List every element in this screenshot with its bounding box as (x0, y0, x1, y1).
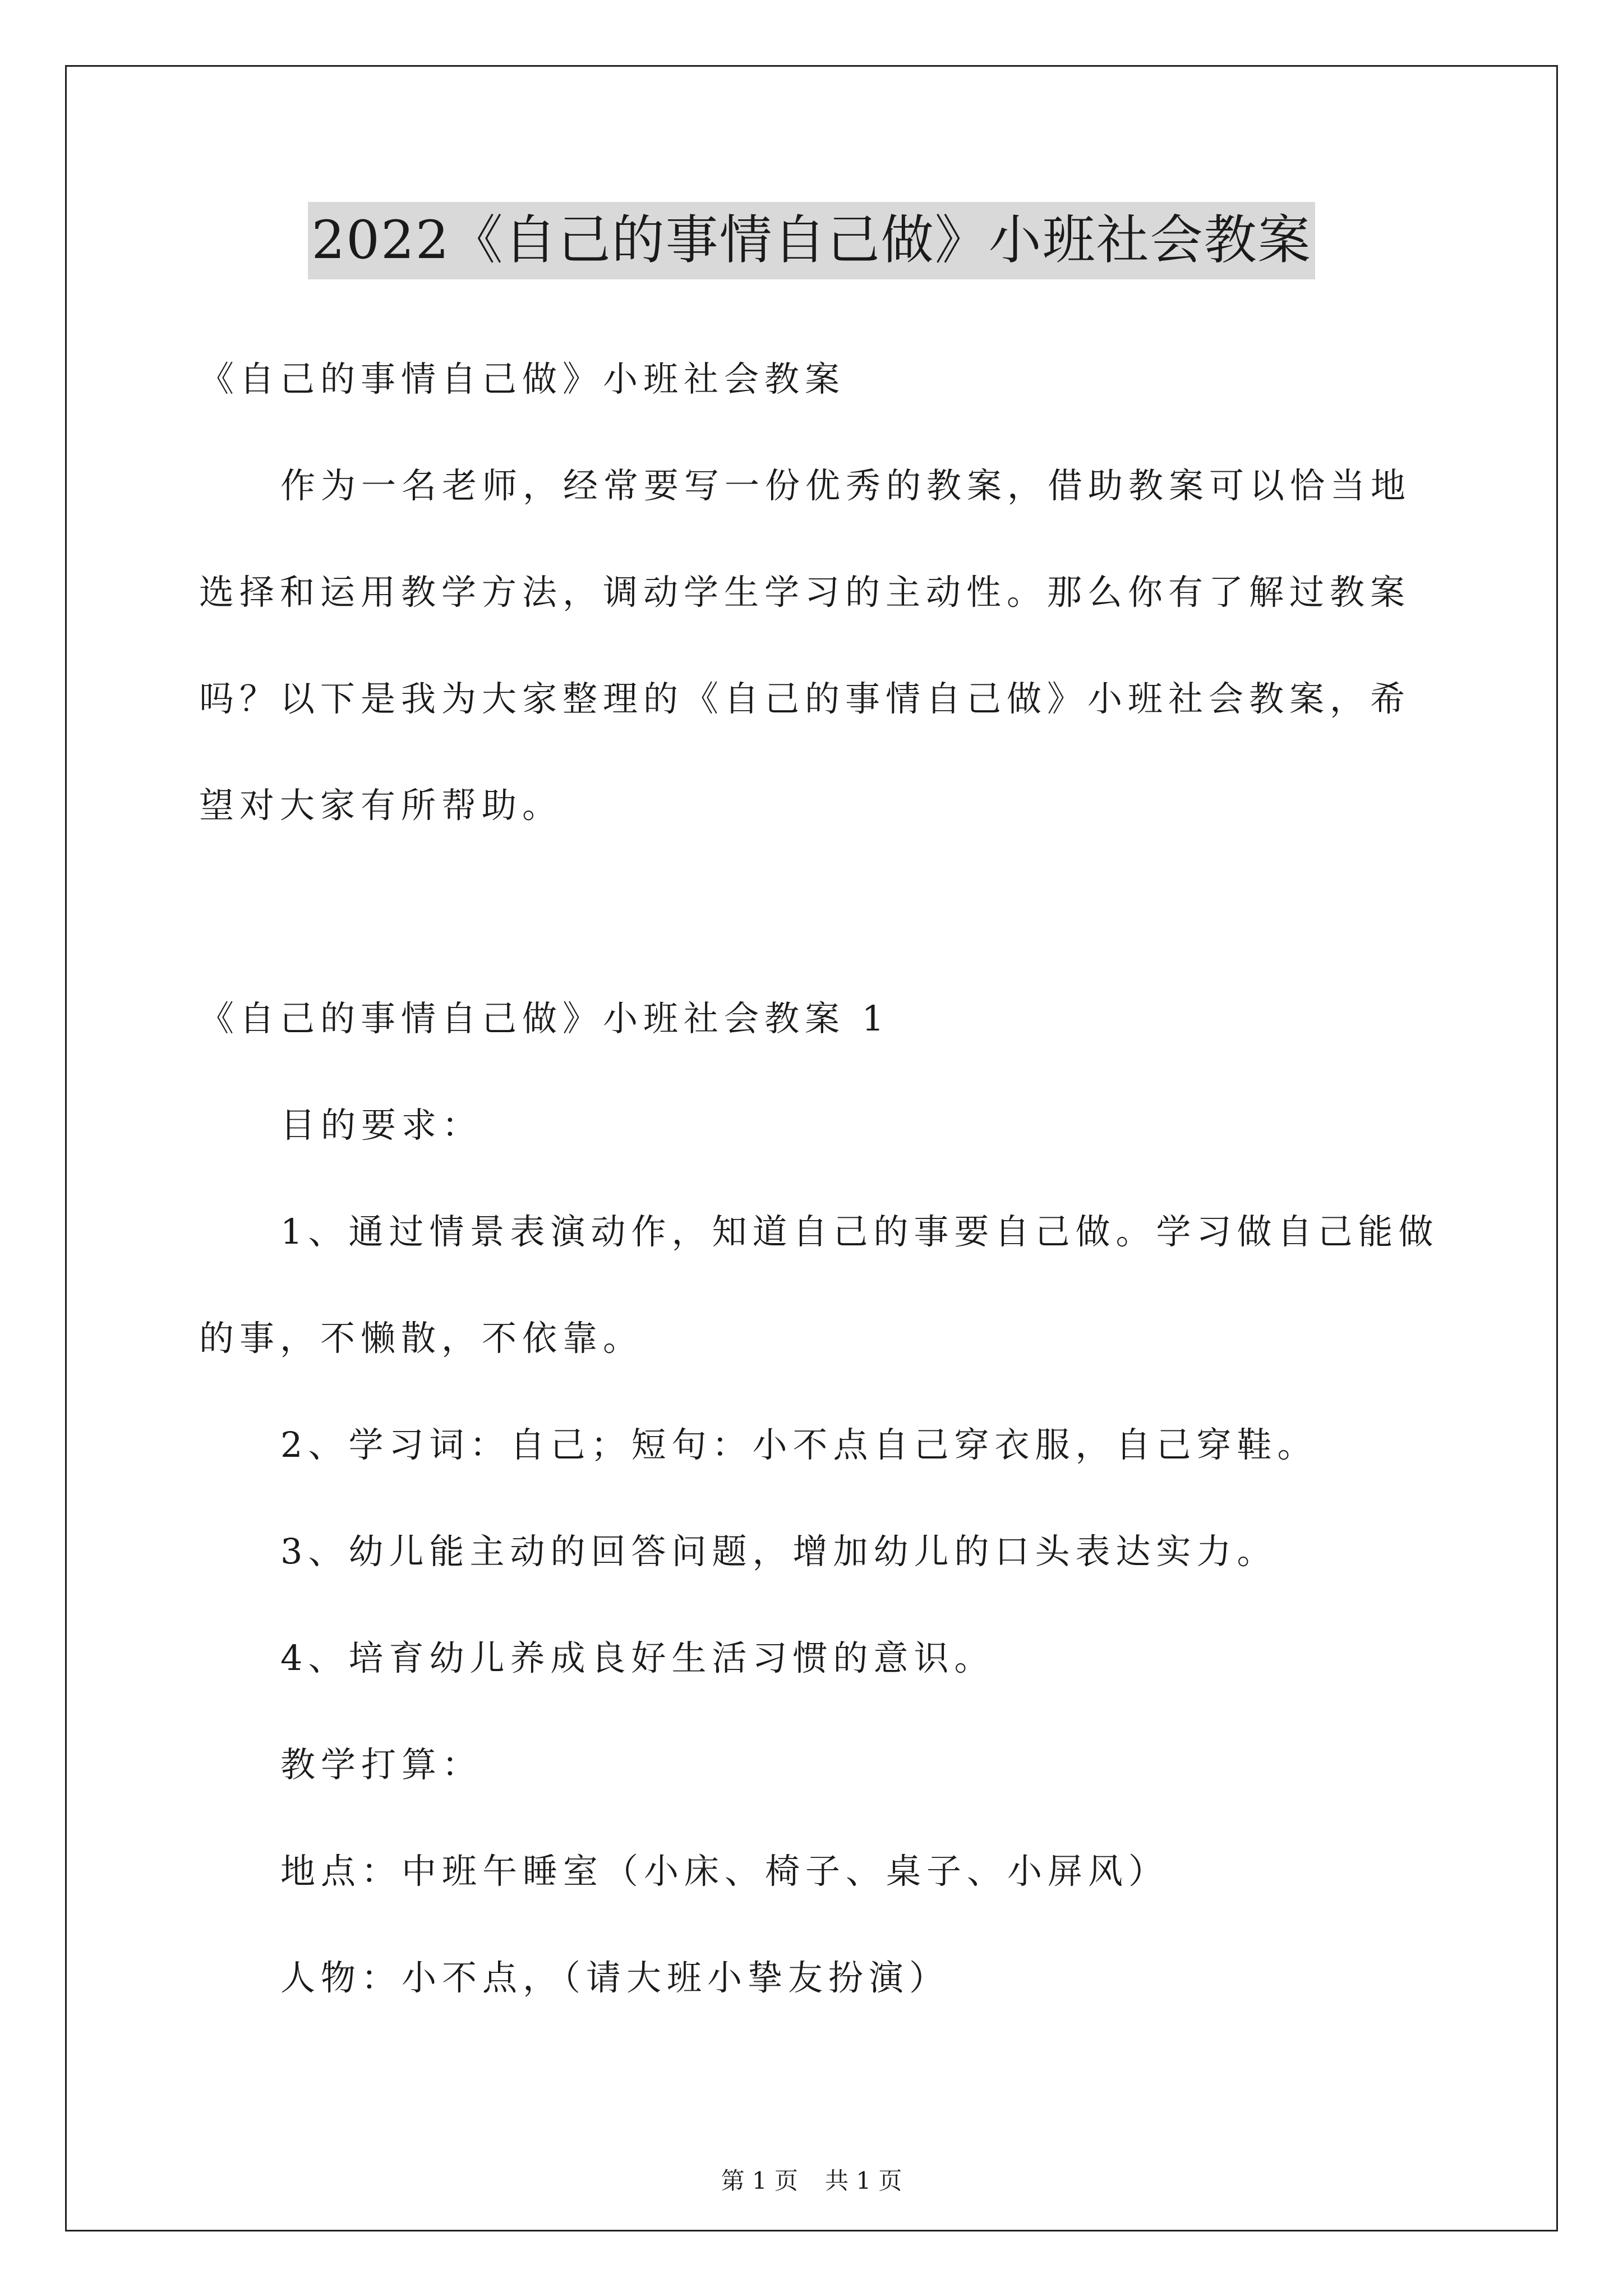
document-title: 2022《自己的事情自己做》小班社会教案 (308, 202, 1315, 279)
page-total: 共 1 页 (825, 2167, 902, 2194)
intro-line-2: 选择和运用教学方法，调动学生学习的主动性。那么你有了解过教案 (199, 572, 1411, 613)
intro-line-1: 作为一名老师，经常要写一份优秀的教案，借助教案可以恰当地 (280, 465, 1412, 506)
goal-line-5: 4、培育幼儿养成良好生活习惯的意识。 (280, 1637, 995, 1678)
prep-heading: 教学打算： (280, 1744, 483, 1785)
page-footer (0, 2162, 1623, 2196)
goal-line-2: 的事，不懒散，不依靠。 (199, 1318, 644, 1359)
intro-line-3: 吗？以下是我为大家整理的《自己的事情自己做》小班社会教案，希 (199, 678, 1411, 719)
intro-line-4: 望对大家有所帮助。 (199, 785, 563, 826)
document-subtitle: 《自己的事情自己做》小班社会教案 (199, 358, 846, 399)
goal-heading: 目的要求： (280, 1105, 483, 1145)
section-heading: 《自己的事情自己做》小班社会教案 1 (199, 998, 890, 1039)
location-line: 地点：中班午睡室（小床、椅子、桌子、小屏风） (280, 1851, 1169, 1892)
title-container (0, 202, 1623, 279)
characters-line: 人物：小不点，（请大班小挚友扮演） (280, 1957, 950, 1998)
goal-line-1: 1、通过情景表演动作，知道自己的事要自己做。学习做自己能做 (280, 1211, 1439, 1252)
goal-line-4: 3、幼儿能主动的回答问题，增加幼儿的口头表达实力。 (280, 1531, 1278, 1572)
goal-line-3: 2、学习词：自己；短句：小不点自己穿衣服，自己穿鞋。 (280, 1424, 1318, 1465)
page-number: 第 1 页 (721, 2167, 798, 2194)
